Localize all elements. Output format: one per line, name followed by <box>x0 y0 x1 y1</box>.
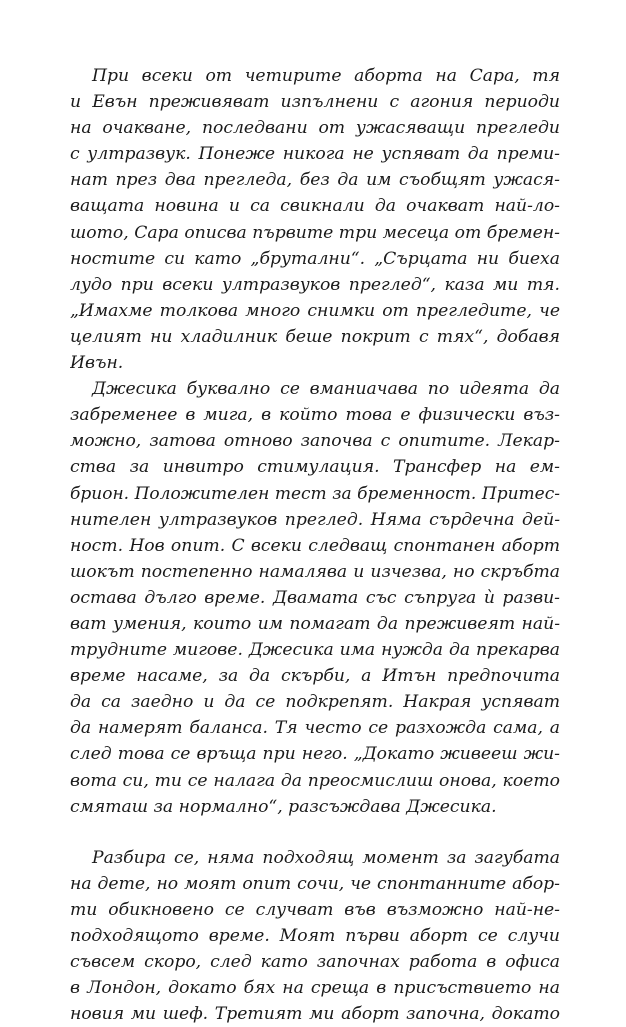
paragraph-2 <box>70 376 560 820</box>
text-line: целият ни хладилник беше покрит с тях“, добавя <box>70 326 560 347</box>
text-line: смяташ за нормално“, разсъждава Джесика. <box>70 796 497 817</box>
paragraph-gap <box>70 820 560 845</box>
text-line: на очакване, последвани от ужасяващи прегледи <box>70 118 560 139</box>
text-line: ностите си като „брутални“. „Сърцата ни биеха <box>70 248 560 269</box>
text-line: трудните мигове. Джесика има нужда да прекарва <box>70 640 560 661</box>
text-line: брион. Положителен тест за бременност. Притес- <box>70 483 560 504</box>
text-line: на дете, но моят опит сочи, че спонтанните абор- <box>70 873 560 894</box>
paragraph-3 <box>70 845 560 1027</box>
text-line: можно, затова отново започва с опитите. Лекар- <box>70 431 560 452</box>
text-line: ващата новина и са свикнали да очакват най-ло- <box>70 196 560 217</box>
text-line: след това се връща при него. „Докато живееш жи- <box>70 744 560 765</box>
text-line: Ивън. <box>70 353 124 374</box>
text-line: ства за инвитро стимулация. Трансфер на ем- <box>70 457 560 478</box>
text-line: да намерят баланса. Тя често се разхожда сама, а <box>70 718 560 739</box>
text-line: остава дълго време. Двамата със съпруга ѝ разви- <box>70 587 560 608</box>
text-line: шото, Сара описва първите три месеца от бремен- <box>70 222 560 243</box>
text-line: лудо при всеки ултразвуков преглед“, каза ми тя. <box>70 274 560 295</box>
text-line: новия ми шеф. Третият ми аборт започна, докато <box>70 1004 560 1025</box>
text-line: забременее в мига, в който това е физически въз- <box>70 405 560 426</box>
text-line: Джесика буквално се вманиачава по идеята да <box>92 379 560 400</box>
text-line: нат през два прегледа, без да им съобщят ужася- <box>70 170 560 191</box>
text-line: шокът постепенно намалява и изчезва, но скръбта <box>70 561 560 582</box>
text-line: подходящото време. Моят първи аборт се случи <box>70 926 560 946</box>
text-line: нителен ултразвуков преглед. Няма сърдечна дей- <box>70 509 560 530</box>
text-line: да са заедно и да се подкрепят. Накрая успяват <box>70 692 560 713</box>
text-line: Разбира се, няма подходящ момент за загубата <box>92 847 560 868</box>
text-line: ти обикновено се случват във възможно най-не- <box>70 899 560 920</box>
text-line: При всеки от четирите аборта на Сара, тя <box>92 66 560 86</box>
text-line: и Евън преживяват изпълнени с агония периоди <box>70 92 560 113</box>
text-line: ват умения, които им помагат да преживеят най- <box>70 613 560 634</box>
text-line: в Лондон, докато бях на среща в присъствието на <box>70 978 560 999</box>
text-line: време насаме, за да скърби, а Итън предпочита <box>70 666 560 687</box>
text-line: вота си, ти се налага да преосмислиш онова, което <box>70 770 560 791</box>
text-line: „Имахме толкова много снимки от прегледите, че <box>70 300 560 321</box>
text-line: с ултразвук. Понеже никога не успяват да преми- <box>70 144 560 165</box>
book-page <box>70 63 560 1027</box>
text-line: ност. Нов опит. С всеки следващ спонтанен аборт <box>70 535 560 556</box>
paragraph-1 <box>70 63 560 376</box>
text-line: съвсем скоро, след като започнах работа в офиса <box>70 952 560 973</box>
